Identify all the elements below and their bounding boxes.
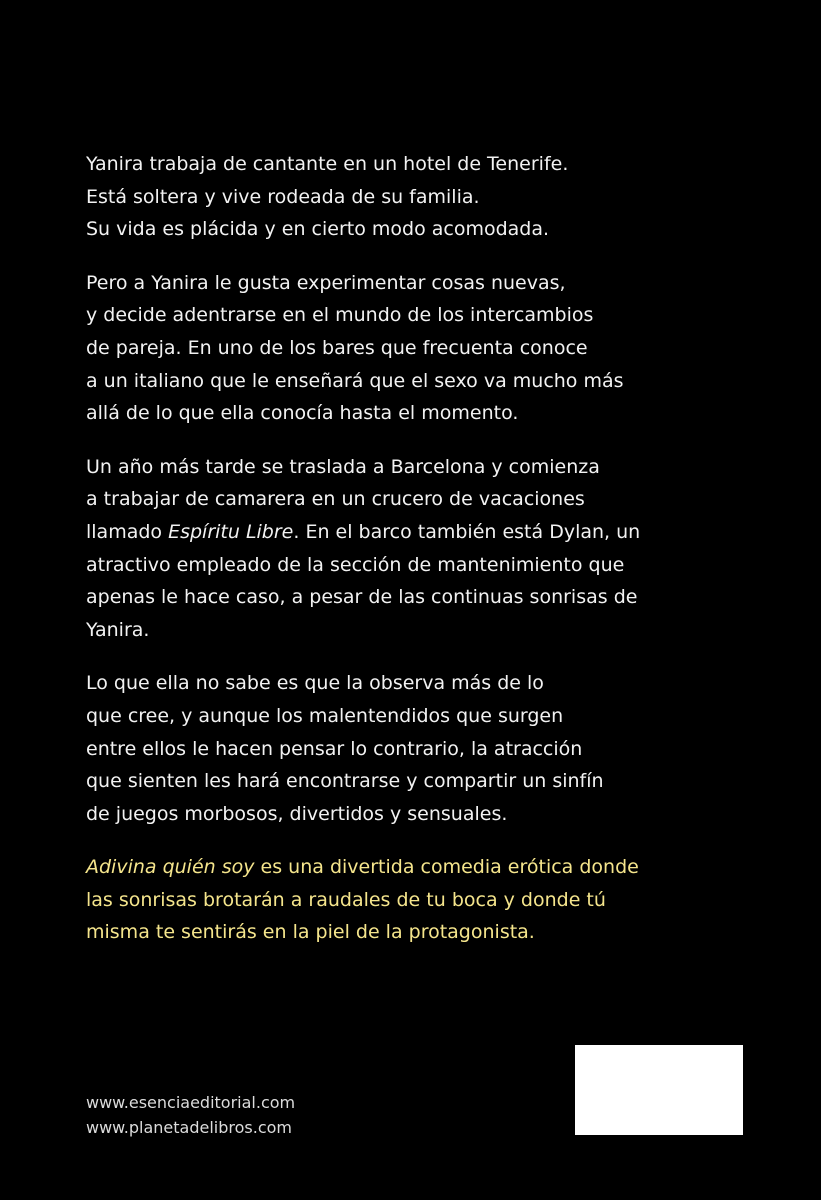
blurb-line (86, 516, 746, 549)
line-text: llamado (86, 520, 169, 543)
blurb-line: de pareja. En uno de los bares que frecuenta conoce (86, 336, 588, 359)
publisher-url-planeta: www.planetadelibros.com (86, 1118, 292, 1137)
blurb-line: Yanira trabaja de cantante en un hotel de Tenerife. (86, 153, 569, 175)
blurb-line: Un año más tarde se traslada a Barcelona y comienza (86, 455, 600, 478)
blurb-line: a un italiano que le enseñará que el sexo va mucho más (86, 369, 624, 392)
ship-name-italic: Espíritu Libre (168, 520, 294, 543)
blurb-line (86, 851, 746, 884)
blurb-line: las sonrisas brotarán a raudales de tu boca y donde tú (86, 888, 606, 911)
blurb-line: Pero a Yanira le gusta experimentar cosas nuevas, (86, 271, 566, 294)
blurb-paragraph-highlight (86, 851, 746, 949)
blurb-paragraph-2 (86, 267, 746, 430)
blurb-line: que cree, y aunque los malentendidos que surgen (86, 704, 564, 727)
line-text: . En el barco también está Dylan, un (293, 520, 641, 543)
blurb-line: que sienten les hará encontrarse y compartir un sinfín (86, 770, 604, 793)
line-text: es una divertida comedia erótica donde (254, 856, 639, 879)
blurb-line: de juegos morbosos, divertidos y sensuales. (86, 802, 508, 825)
blurb-line: y decide adentrarse en el mundo de los intercambios (86, 304, 594, 327)
barcode-placeholder-box (575, 1045, 743, 1135)
blurb-line: atractivo empleado de la sección de mantenimiento que (86, 553, 625, 576)
blurb-line: Yanira. (86, 618, 150, 641)
blurb-line: Su vida es plácida y en cierto modo acomodada. (86, 218, 550, 241)
back-cover-blurb (86, 148, 746, 970)
blurb-line: misma te sentirás en la piel de la protagonista. (86, 921, 535, 944)
blurb-line: entre ellos le hacen pensar lo contrario, la atracción (86, 737, 583, 760)
blurb-line: Lo que ella no sabe es que la observa más de lo (86, 672, 544, 695)
blurb-paragraph-1 (86, 148, 746, 246)
blurb-paragraph-3 (86, 451, 746, 647)
blurb-line: a trabajar de camarera en un crucero de vacaciones (86, 488, 585, 511)
book-title-italic: Adivina quién soy (86, 856, 255, 879)
publisher-urls (86, 1090, 386, 1140)
blurb-line: apenas le hace caso, a pesar de las continuas sonrisas de (86, 586, 638, 609)
blurb-line: Está soltera y vive rodeada de su familia. (86, 185, 480, 208)
blurb-line: allá de lo que ella conocía hasta el momento. (86, 402, 519, 425)
blurb-paragraph-4 (86, 667, 746, 830)
publisher-url-esencia: www.esenciaeditorial.com (86, 1093, 296, 1112)
